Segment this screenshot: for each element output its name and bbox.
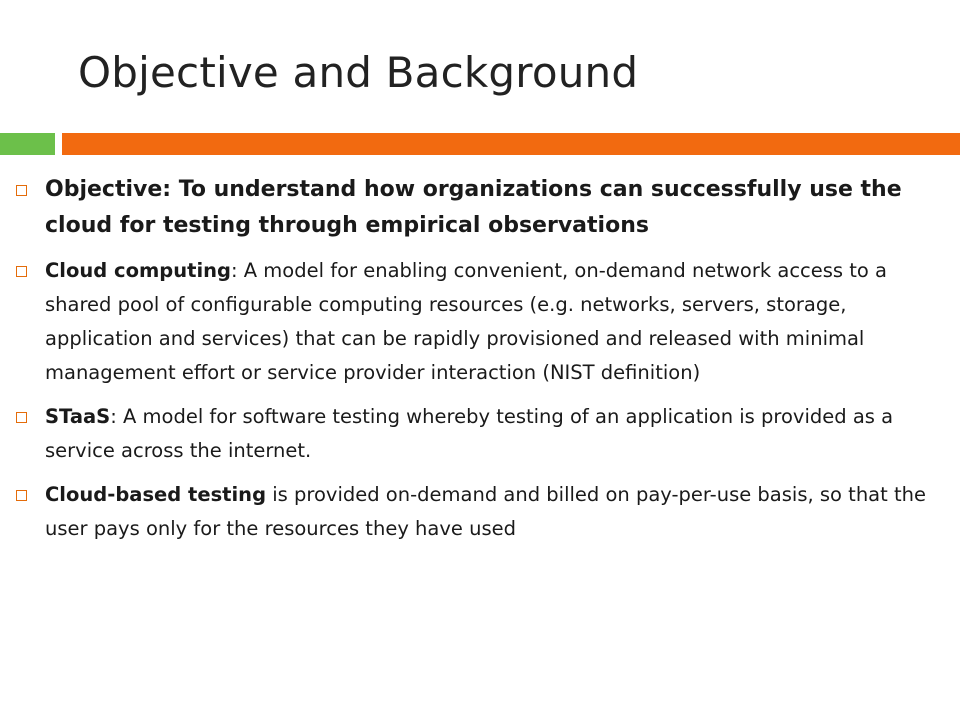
bullet-text: A model for software testing whereby testing of an application is provided as a service across the internet. (45, 405, 894, 462)
orange-accent-bar (62, 133, 960, 155)
hollow-square-icon (16, 185, 27, 196)
hollow-square-icon (16, 412, 27, 423)
bullet-text: Objective: To understand how organizations can successfully use the cloud for testing through empirical observations (45, 177, 902, 238)
slide-title: Objective and Background (78, 48, 639, 97)
bullet-separator: : (110, 405, 117, 428)
bullet-list (14, 172, 944, 556)
bullet-item-cloud-computing (14, 254, 944, 390)
bullet-term: Cloud-based testing (45, 483, 267, 506)
hollow-square-icon (16, 266, 27, 277)
bullet-term: Cloud computing (45, 259, 231, 282)
bullet-item-objective (14, 172, 944, 244)
bullet-item-cloud-based-testing (14, 478, 944, 546)
bullet-text: is provided on-demand and billed on pay-per-use basis, so that the user pays only for the resources they have used (45, 483, 926, 540)
hollow-square-icon (16, 490, 27, 501)
bullet-text: A model for enabling convenient, on-demand network access to a shared pool of configurable computing resources (e.g. networks, servers, storage, application and services) that can be rapidly provisioned and released with minimal management effort or service provider interaction (NIST definition) (45, 259, 888, 384)
bullet-item-staas (14, 400, 944, 468)
bullet-term: STaaS (45, 405, 111, 428)
bullet-separator: : (230, 259, 238, 282)
green-accent-bar (0, 133, 55, 155)
